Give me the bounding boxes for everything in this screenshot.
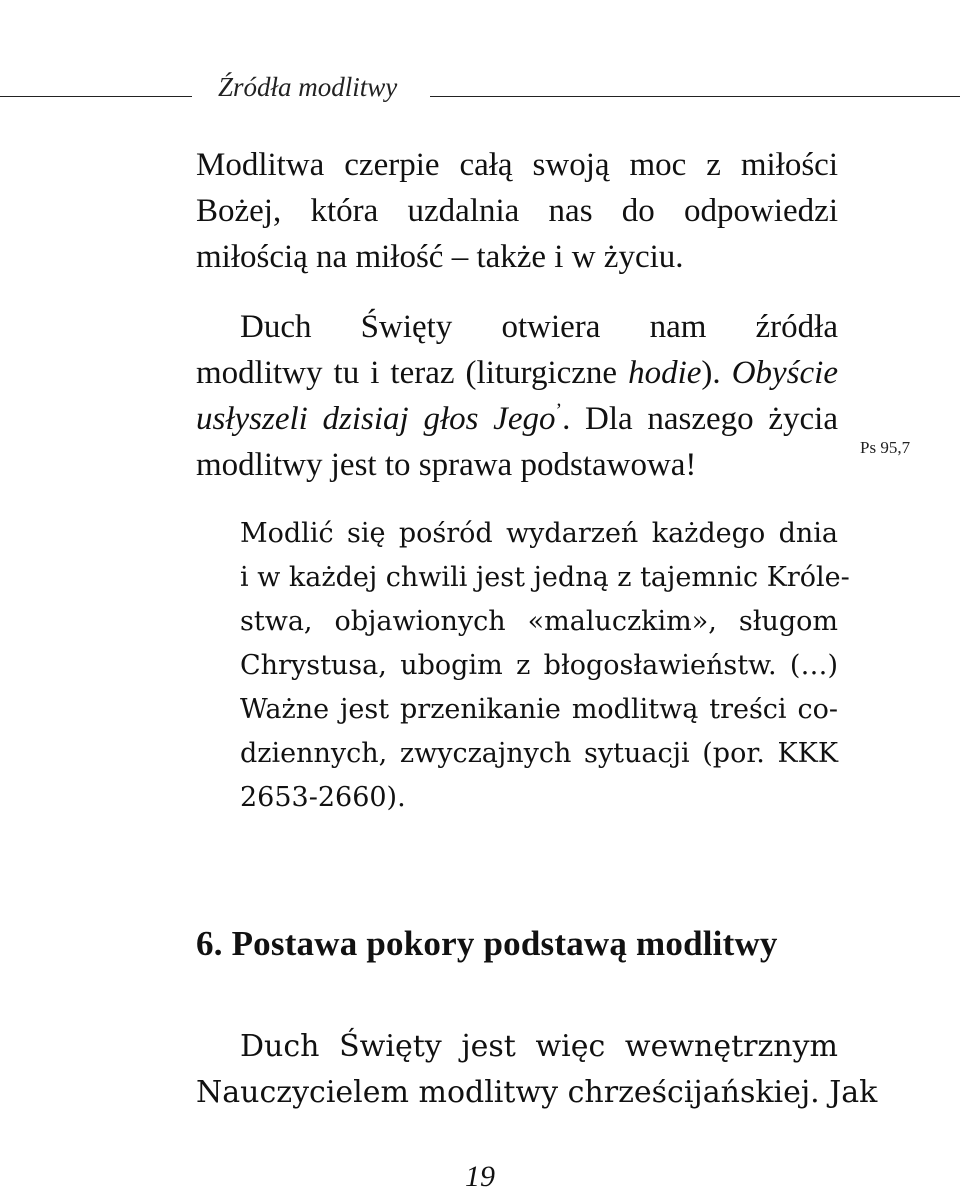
italic-term: hodie <box>628 355 702 391</box>
paragraph-1 <box>196 142 838 280</box>
paragraph-2 <box>196 304 838 488</box>
running-title: Źródła modlitwy <box>218 72 398 102</box>
section-heading: 6. Postawa pokory podstawą modlitwy <box>196 924 778 963</box>
paragraph-line: miłością na miłość – także i w życiu. <box>196 239 684 275</box>
catechism-quote <box>240 512 850 820</box>
quote-line: Ważne jest przenikanie modlitwą treści co- <box>240 694 838 725</box>
header-rule-right <box>430 96 960 97</box>
paragraph-text: . Dla naszego życia <box>562 401 838 437</box>
paragraph-text: modlitwy tu i teraz (liturgiczne <box>196 355 629 391</box>
paragraph-text: ). <box>701 355 732 391</box>
header-rule-left <box>0 96 192 97</box>
paragraph-line <box>196 350 838 396</box>
paragraph-line: Modlitwa czerpie całą swoją moc z miłości <box>196 147 838 183</box>
psalm-quote: Obyście <box>731 355 838 391</box>
margin-reference: Ps 95,7 <box>860 438 911 457</box>
paragraph-line: Bożej, która uzdalnia nas do odpowiedzi <box>196 193 838 229</box>
quote-line: Modlić się pośród wydarzeń każdego dnia <box>240 518 838 549</box>
paragraph-line <box>196 1024 838 1070</box>
paragraph-3 <box>196 1024 878 1116</box>
quote-line: dziennych, zwyczajnych sytuacji (por. KKK <box>240 738 838 769</box>
footnote-mark: ʼ <box>555 400 563 422</box>
page-number: 19 <box>465 1160 495 1193</box>
paragraph-line: modlitwy jest to sprawa podstawowa! <box>196 447 697 483</box>
paragraph-line <box>196 396 838 442</box>
quote-line: stwa, objawionych «maluczkim», sługom <box>240 606 838 637</box>
paragraph-line <box>196 304 838 350</box>
paragraph-line: Nauczycielem modlitwy chrześcijańskiej. Jak <box>196 1075 878 1110</box>
paragraph-text: Duch Święty otwiera nam źródła <box>240 309 838 345</box>
quote-line: i w każdej chwili jest jedną z tajemnic Króle- <box>240 562 850 593</box>
paragraph-text: Duch Święty jest więc wewnętrznym <box>240 1029 838 1064</box>
quote-line: Chrystusa, ubogim z błogosławieństw. (…) <box>240 650 838 681</box>
quote-line: 2653-2660). <box>240 782 406 813</box>
psalm-quote: usłyszeli dzisiaj głos Jego <box>196 401 556 437</box>
